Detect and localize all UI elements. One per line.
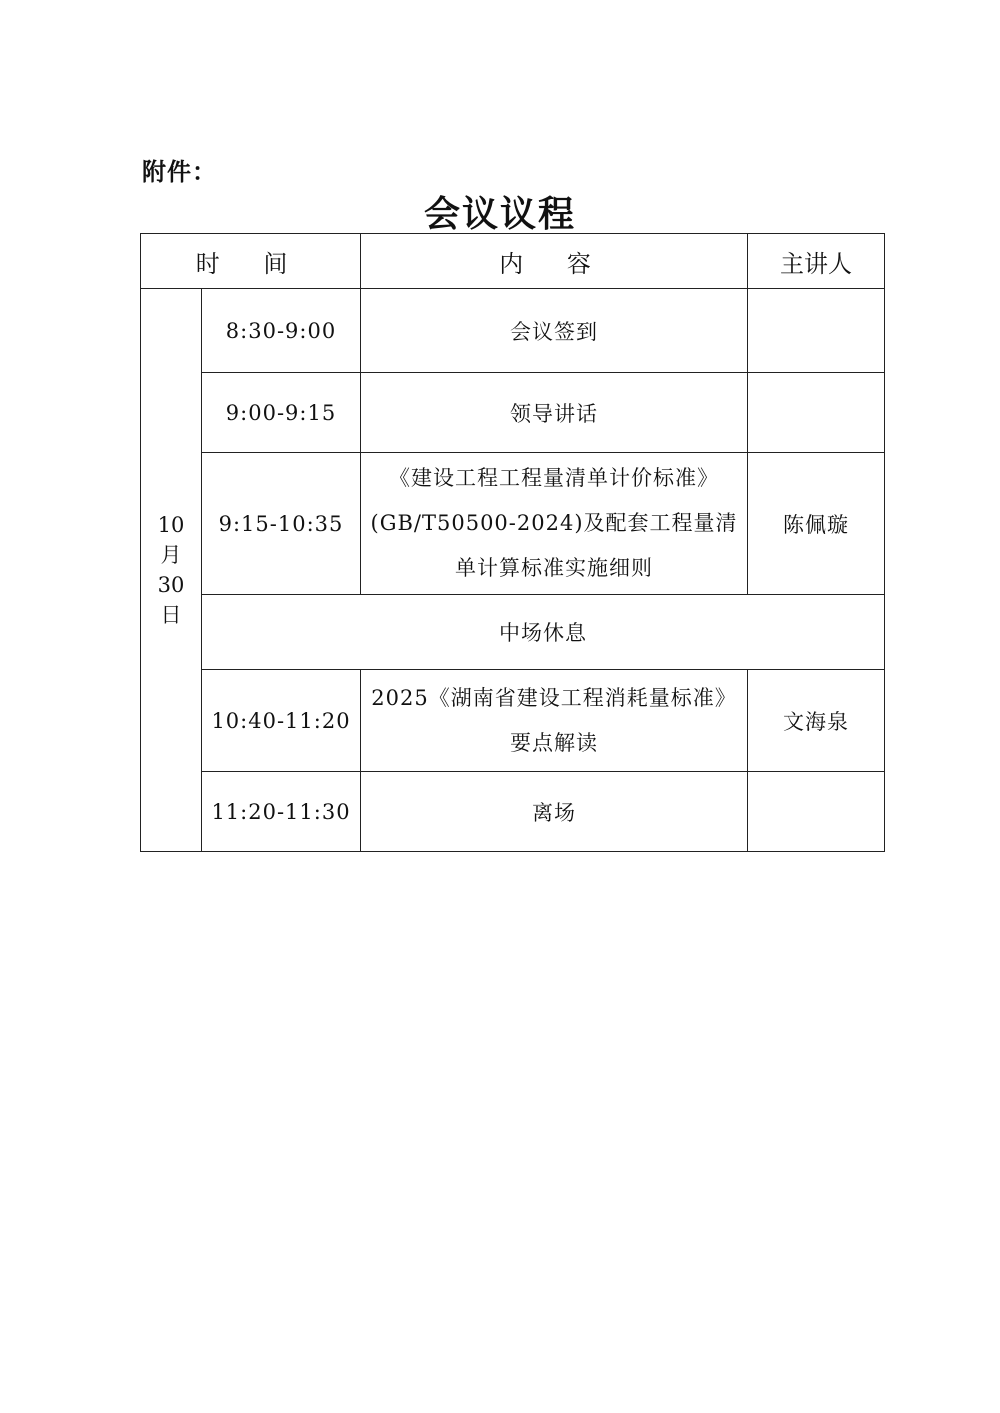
table-row [141, 289, 885, 373]
speaker-cell [748, 772, 885, 852]
date-cell [141, 289, 202, 852]
table-header-row [141, 234, 885, 289]
speaker-cell: 文海泉 [748, 670, 885, 772]
time-cell: 8:30-9:00 [202, 289, 361, 373]
content-cell [361, 453, 748, 595]
content-line: 《建设工程工程量清单计价标准》 [389, 466, 720, 490]
time-cell: 9:00-9:15 [202, 373, 361, 453]
header-content: 内 容 [361, 234, 748, 289]
time-cell: 10:40-11:20 [202, 670, 361, 772]
break-row [141, 595, 885, 670]
header-speaker: 主讲人 [748, 234, 885, 289]
content-cell: 会议签到 [361, 289, 748, 373]
page-title: 会议议程 [423, 194, 576, 235]
date-month-number: 10 [157, 513, 185, 537]
content-line: 单计算标准实施细则 [455, 556, 654, 580]
content-line: 2025《湖南省建设工程消耗量标准》 [371, 685, 737, 710]
date-day-number: 30 [157, 573, 185, 597]
agenda-table [140, 233, 885, 852]
speaker-cell [748, 289, 885, 373]
content-cell [361, 670, 748, 772]
header-time: 时 间 [141, 234, 361, 289]
date-month-char: 月 [160, 543, 182, 567]
table-row [141, 453, 885, 595]
speaker-cell [748, 373, 885, 453]
content-line: 要点解读 [510, 730, 599, 755]
time-cell: 11:20-11:30 [202, 772, 361, 852]
content-cell: 离场 [361, 772, 748, 852]
content-cell: 领导讲话 [361, 373, 748, 453]
time-cell: 9:15-10:35 [202, 453, 361, 595]
date-day-char: 日 [160, 603, 182, 627]
table-row [141, 373, 885, 453]
attachment-label: 附件： [142, 158, 217, 186]
break-cell: 中场休息 [202, 595, 885, 670]
table-row [141, 772, 885, 852]
content-line: (GB/T50500-2024)及配套工程量清 [370, 511, 738, 535]
table-row [141, 670, 885, 772]
speaker-cell: 陈佩璇 [748, 453, 885, 595]
